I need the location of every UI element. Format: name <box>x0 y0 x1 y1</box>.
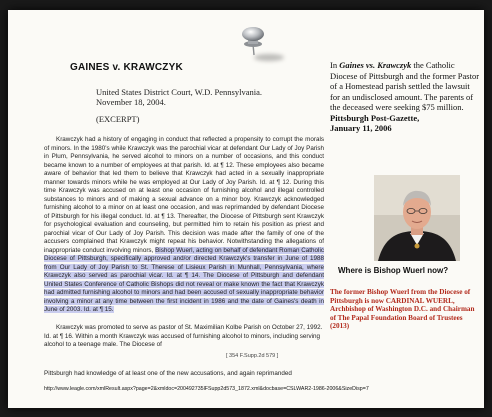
document-page <box>8 10 484 408</box>
bishop-portrait <box>374 175 460 261</box>
court-name: United States District Court, W.D. Pennsylvania. <box>96 87 262 97</box>
opinion-paragraph-3: Pittsburgh had knowledge of at least one of the new accusations, and again reprimanded <box>44 370 292 377</box>
excerpt-label: (EXCERPT) <box>96 114 140 124</box>
highlighted-passage: Bishop Wuerl, acting on behalf of defendant Roman Catholic Diocese of Pittsburgh, specifically approved and/or directed Krawczyk's transfer in June of 1988 from Our Lady of Joy Parish to St. Therese of Lisieux Parish in Munhall, Pennsylvania, where Krawczyk also served as parochial vicar. Id. at ¶ 14. The Diocese of Pittsburgh and defendant United States Conference of Catholic Bishops did not reveal or make known the fact that Krawczyk had admitted furnishing alcohol to minors and had been accused of sexually inappropriate behavior involving a minor at any time between the first incident in 1986 and the date of Gaines's death in June of 2003. Id. at ¶ 15. <box>44 246 324 313</box>
opinion-text: Krawczyk had a history of engaging in conduct that reflected a propensity to corrupt the morals of minors. In the 1980's while Krawczyk was the parochial vicar at defendant Our Lady of Joy Parish in Plum, Pennsylvania, he served alcohol to minors on a number of occasions, and this conduct became known to a number of employees at that parish. Id. at ¶ 12. These employees also became aware of behavior that led them to believe that Krawczyk had acted in a sexually inappropriate manner towards minors while he was employed at Our Lady of Joy Parish. Id. at ¶ 12. During this time Krawczyk was accused on at least one occasion of furnishing alcohol and illegal controlled substances to minors and of making a sexual advance on a minor boy. Krawczyk acknowledged furnishing alcohol to a minor on at least one occasion, and was reprimanded by defendant Diocese of Pittsburgh for his illegal conduct. Id. at ¶ 13. Thereafter, the Diocese of Pittsburgh sent Krawczyk for psychological evaluation and counseling, but permitted him to retain his position as priest and parochial vicar of Our Lady of Joy Parish. This decision was made after the family of one of the accusers complained that Krawczyk might repeat his behavior. Notwithstanding the allegations of inappropriate conduct involving minors, <box>44 136 324 254</box>
court-info <box>96 87 262 107</box>
source-date: January 11, 2006 <box>330 123 392 133</box>
reporter-citation: [ 354 F.Supp.2d 579 ] <box>226 353 279 359</box>
settlement-note: In Gaines vs. Krawczyk the Catholic Diocese of Pittsburgh and the former Pastor of a Homestead parish settled the lawsuit for an undisclosed amount. The parents of the deceased were seeking $75 million. Pittsburgh Post-Gazette, January 11, 2006 <box>330 60 480 133</box>
source-name: Pittsburgh Post-Gazette, <box>330 112 420 123</box>
opinion-paragraph-1 <box>44 136 324 315</box>
push-pin-icon <box>240 26 266 56</box>
case-title: GAINES v. KRAWCZYK <box>70 62 183 73</box>
source-url[interactable]: http://www.leagle.com/xmlResult.aspx?page=2&xmldoc=200492735lFSupp2d573_1872.xml&docbase=CSLWAR2-1986-2006&SizeDisp=7 <box>44 386 369 392</box>
decision-date: November 18, 2004. <box>96 97 166 107</box>
wuerl-caption: The former Bishop Wuerl from the Diocese of Pittsburgh is now CARDINAL WUERL, Archbishop of Washington D.C. and Chairman of The Papal Foundation Board of Trustees (2013) <box>330 288 475 331</box>
opinion-paragraph-2: Krawczyk was promoted to serve as pastor of St. Maximilian Kolbe Parish on October 27, 1992. Id. at ¶ 16. Within a month Krawczyk was accused of furnishing alcohol to minors, including serving alcohol to a teenage male. The Diocese of <box>44 324 323 348</box>
question-heading: Where is Bishop Wuerl now? <box>338 266 449 275</box>
case-name: Gaines vs. Krawczyk <box>339 60 412 70</box>
